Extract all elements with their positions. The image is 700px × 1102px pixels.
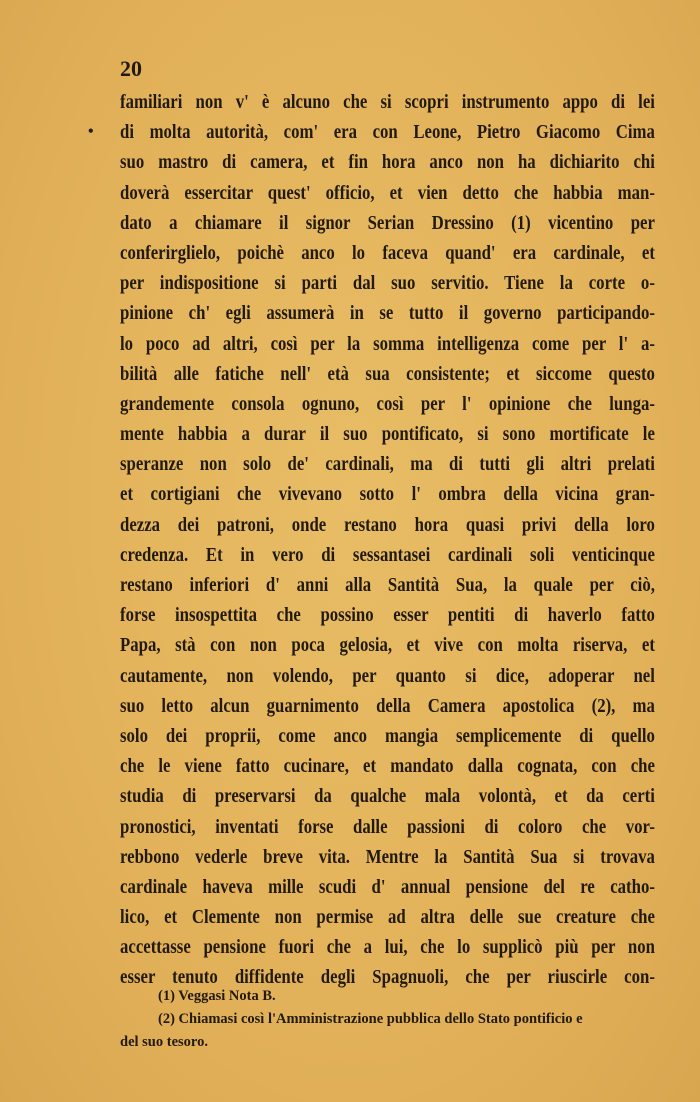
text-line: pinione ch' egli assumerà in se tutto il governo participando- (120, 303, 655, 325)
text-line: solo dei proprii, come anco mangia semplicemente di quello (120, 725, 655, 747)
text-line: restano inferiori d' anni alla Santità Sua, la quale per ciò, (120, 575, 655, 596)
footnote-2-continuation: del suo tesoro. (120, 1034, 208, 1050)
text-line: grandemente consola ognuno, così per l' opinione che lunga- (120, 393, 655, 415)
text-line: speranze non solo de' cardinali, ma di tutti gli altri prelati (120, 454, 655, 476)
text-line: suo letto alcun guarnimento della Camera apostolica (2), ma (120, 695, 655, 717)
text-line: et cortigiani che vivevano sotto l' ombra della vicina gran- (120, 484, 655, 506)
margin-mark: • (88, 123, 94, 140)
footnote-2: (2) Chiamasi così l'Amministrazione pubblica dello Stato pontificio e (158, 1011, 583, 1027)
text-line: cautamente, non volendo, per quanto si dice, adoperar nel (120, 665, 655, 687)
text-line: che le viene fatto cucinare, et mandato dalla cognata, con che (120, 756, 655, 778)
text-line: accettasse pensione fuori che a lui, che lo supplicò più per non (120, 937, 655, 959)
text-line: Papa, stà con non poca gelosia, et vive con molta riserva, et (120, 635, 655, 657)
text-line: lo poco ad altri, così per la somma intelligenza come per l' a- (120, 333, 655, 355)
body-text (120, 88, 655, 994)
page-number: 20 (120, 56, 142, 81)
text-line: doverà essercitar quest' officio, et vien detto che habbia man- (120, 182, 655, 204)
text-line: esser tenuto diffidente degli Spagnuoli, che per riuscirle con- (120, 967, 655, 989)
text-line: studia di preservarsi da qualche mala volontà, et da certi (120, 786, 655, 808)
text-line: conferirglielo, poichè anco lo faceva quand' era cardinale, et (120, 242, 655, 264)
text-line: lico, et Clemente non permise ad altra delle sue creature che (120, 907, 655, 929)
text-line: credenza. Et in vero di sessantasei cardinali soli venticinque (120, 544, 655, 566)
text-line: mente habbia a durar il suo pontificato, si sono mortificate le (120, 424, 655, 446)
text-line: dezza dei patroni, onde restano hora quasi privi della loro (120, 514, 655, 536)
text-line: rebbono vederle breve vita. Mentre la Santità Sua si trovava (120, 846, 655, 868)
text-line: bilità alle fatiche nell' età sua consistente; et siccome questo (120, 363, 655, 385)
text-line: suo mastro di camera, et fin hora anco non ha dichiarito chi (120, 152, 655, 174)
text-line: pronostici, inventati forse dalle passioni di coloro che vor- (120, 816, 655, 838)
text-line: dato a chiamare il signor Serian Dressino (1) vicentino per (120, 212, 655, 234)
text-line: familiari non v' è alcuno che si scopri instrumento appo di lei (120, 92, 655, 113)
footnote-1: (1) Veggasi Nota B. (158, 988, 276, 1004)
text-line: di molta autorità, com' era con Leone, Pietro Giacomo Cima (120, 122, 655, 144)
text-line: per indispositione si parti dal suo servitio. Tiene la corte o- (120, 273, 655, 295)
text-line: cardinale haveva mille scudi d' annual pensione del re catho- (120, 876, 655, 898)
text-line: forse insospettita che possino esser pentiti di haverlo fatto (120, 605, 655, 627)
footnotes (120, 985, 660, 1054)
